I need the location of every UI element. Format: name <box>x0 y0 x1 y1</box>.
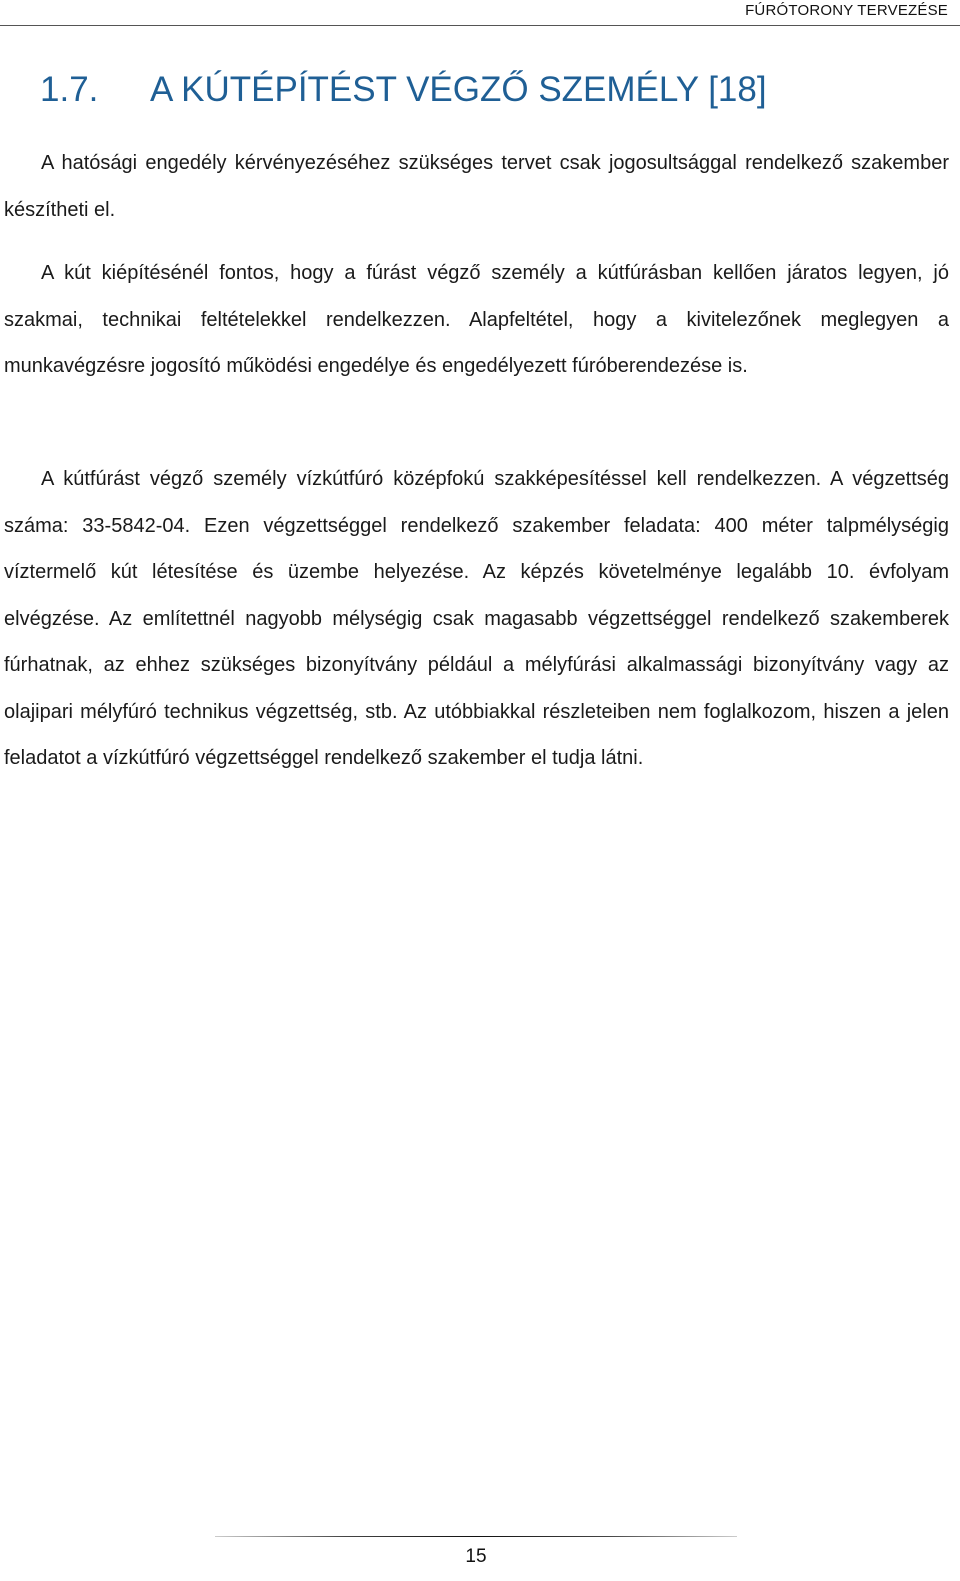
paragraph-1: A hatósági engedély kérvényezéséhez szükséges tervet csak jogosultsággal rendelkező szakember készítheti el. <box>4 152 949 221</box>
header-divider <box>0 25 960 26</box>
section-number: 1.7. <box>40 70 99 109</box>
footer-divider <box>215 1536 737 1537</box>
section-title: A KÚTÉPÍTÉST VÉGZŐ SZEMÉLY [18] <box>150 70 767 109</box>
running-header: FÚRÓTORONY TERVEZÉSE <box>745 2 948 19</box>
paragraph-2: A kút kiépítésénél fontos, hogy a fúrást végző személy a kútfúrásban kellően járatos legyen, jó szakmai, technikai feltételekkel rendelkezzen. Alapfeltétel, hogy a kivitelezőnek meglegyen a munkavégzésre jogosító működési engedélye és engedélyezett fúróberendezése is. <box>4 262 949 377</box>
paragraph-3: A kútfúrást végző személy vízkútfúró középfokú szakképesítéssel kell rendelkezzen. A végzettség száma: 33-5842-04. Ezen végzettséggel rendelkező szakember feladata: 400 méter talpmélységig víztermelő kút létesítése és üzembe helyezése. Az képzés követelménye legalább 10. évfolyam elvégzése. Az említettnél nagyobb mélységig csak magasabb végzettséggel rendelkező szakemberek fúrhatnak, az ehhez szükséges bizonyítvány például a mélyfúrási alkalmassági bizonyítvány vagy az olajipari mélyfúró technikus végzettség, stb. Az utóbbiakkal részleteiben nem foglalkozom, hiszen a jelen feladatot a vízkútfúró végzettséggel rendelkező szakember el tudja látni. <box>4 468 949 769</box>
page-number: 15 <box>465 1546 487 1567</box>
section-heading <box>40 70 767 110</box>
